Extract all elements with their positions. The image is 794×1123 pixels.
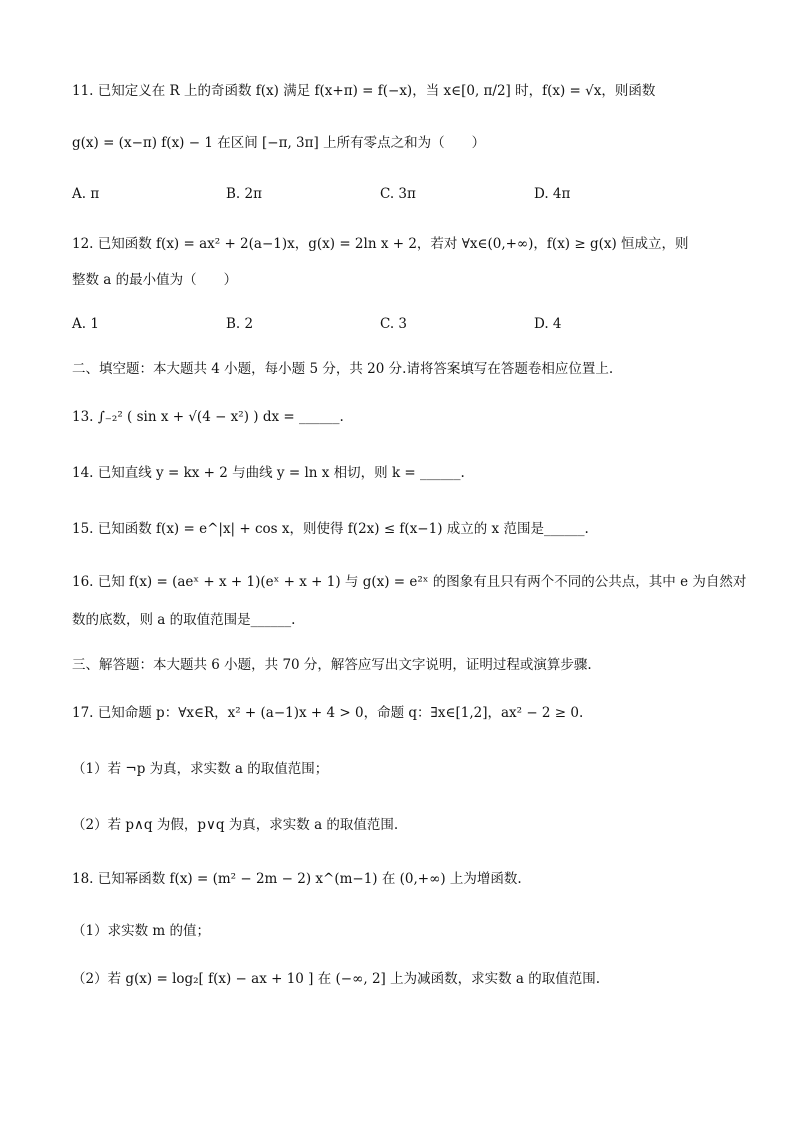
question-16-line-2: 数的底数，则 a 的取值范围是______. — [72, 612, 296, 628]
question-12-line-2: 整数 a 的最小值为（ ） — [72, 272, 238, 288]
section-3-heading: 三、解答题：本大题共 6 小题，共 70 分，解答应写出文字说明，证明过程或演算步骤. — [72, 657, 592, 673]
option-d: D. 4 — [534, 316, 562, 332]
option-b: B. 2π — [226, 186, 262, 202]
question-11-line-2: g(x) = (x−π) f(x) − 1 在区间 [−π, 3π] 上所有零点之和为（ ） — [72, 135, 486, 151]
question-15: 15. 已知函数 f(x) = e^|x| + cos x，则使得 f(2x) ≤ f(x−1) 成立的 x 范围是______. — [72, 521, 589, 537]
question-14: 14. 已知直线 y = kx + 2 与曲线 y = ln x 相切，则 k = ______. — [72, 465, 465, 481]
question-17-part-2: （2）若 p∧q 为假，p∨q 为真，求实数 a 的取值范围. — [72, 817, 399, 833]
question-13: 13. ∫₋₂² ( sin x + √(4 − x²) ) dx = ______. — [72, 409, 344, 425]
question-18-part-1: （1）求实数 m 的值； — [72, 923, 210, 939]
option-a: A. 1 — [72, 316, 99, 332]
question-16-line-1: 16. 已知 f(x) = (aeˣ + x + 1)(eˣ + x + 1) 与 g(x) = e²ˣ 的图象有且只有两个不同的公共点，其中 e 为自然对 — [72, 574, 747, 590]
question-17-stem: 17. 已知命题 p：∀x∈R，x² + (a−1)x + 4 > 0，命题 q：∃x∈[1,2]，ax² − 2 ≥ 0. — [72, 705, 584, 721]
section-2-heading: 二、填空题：本大题共 4 小题，每小题 5 分，共 20 分.请将答案填写在答题卷相应位置上. — [72, 361, 614, 377]
option-d: D. 4π — [534, 186, 571, 202]
question-12-line-1: 12. 已知函数 f(x) = ax² + 2(a−1)x，g(x) = 2ln x + 2，若对 ∀x∈(0,+∞)，f(x) ≥ g(x) 恒成立，则 — [72, 236, 689, 252]
question-18-part-2: （2）若 g(x) = log₂[ f(x) − ax + 10 ] 在 (−∞, 2] 上为减函数，求实数 a 的取值范围. — [72, 971, 601, 987]
option-c: C. 3π — [380, 186, 416, 202]
option-b: B. 2 — [226, 316, 254, 332]
option-a: A. π — [72, 186, 100, 202]
question-18-stem: 18. 已知幂函数 f(x) = (m² − 2m − 2) x^(m−1) 在 (0,+∞) 上为增函数. — [72, 871, 522, 887]
option-c: C. 3 — [380, 316, 408, 332]
question-17-part-1: （1）若 ¬p 为真，求实数 a 的取值范围； — [72, 761, 329, 777]
question-11-line-1: 11. 已知定义在 R 上的奇函数 f(x) 满足 f(x+π) = f(−x)，当 x∈[0, π/2] 时，f(x) = √x，则函数 — [72, 83, 656, 99]
